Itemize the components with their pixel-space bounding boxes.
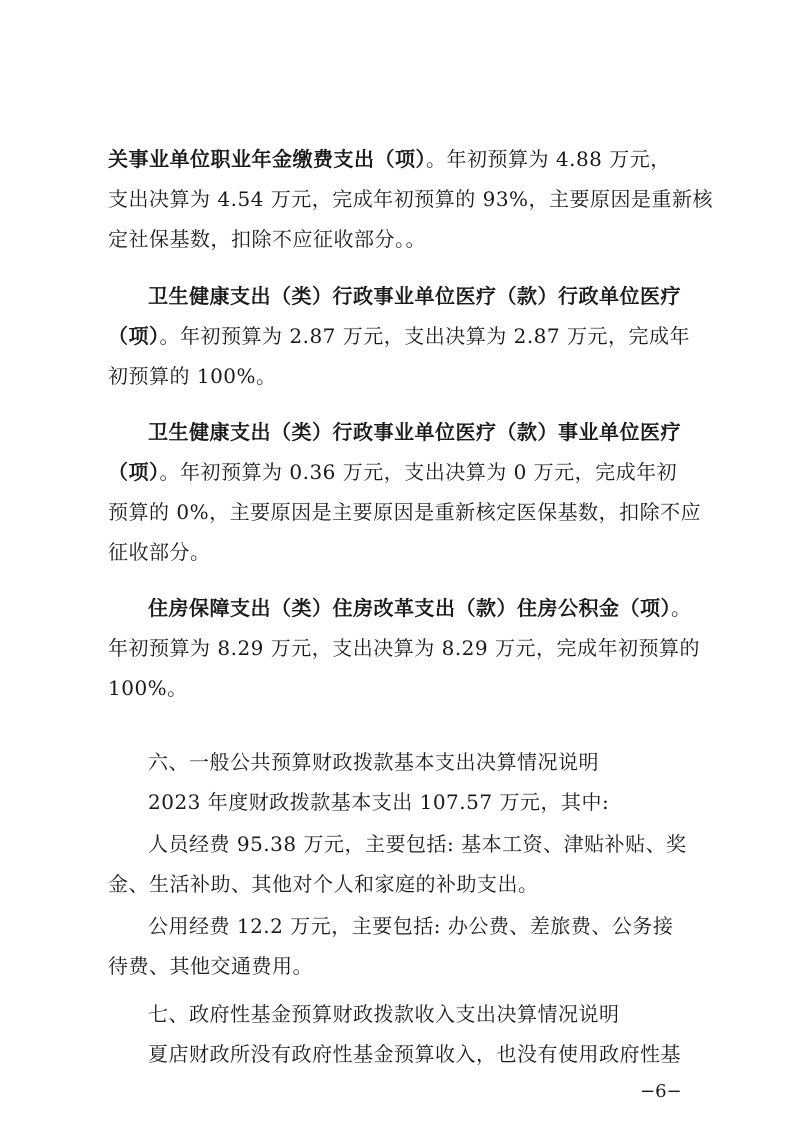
p4-line2: 年初预算为 8.29 万元，支出决算为 8.29 万元，完成年初预算的	[108, 636, 700, 660]
p1-bold-lead: 关事业单位职业年金缴费支出（项）	[108, 147, 426, 171]
p3-line2-bold: （项）	[108, 460, 160, 484]
p4-line1-rest: 。	[671, 596, 692, 620]
p2-line2-rest: 。年初预算为 2.87 万元，支出决算为 2.87 万元，完成年	[159, 324, 690, 348]
p3-line4: 征收部分。	[108, 540, 211, 564]
section7-heading: 七、政府性基金预算财政拨款收入支出决算情况说明	[148, 1002, 620, 1026]
p1-line1	[108, 145, 688, 173]
section6-personnel-line1: 人员经费 95.38 万元，主要包括: 基本工资、津贴补贴、奖	[148, 832, 687, 856]
p3-line3: 预算的 0%，主要原因是主要原因是重新核定医保基数，扣除不应	[108, 500, 702, 524]
p2-line2-bold: （项）	[108, 324, 160, 348]
p1-line3: 定社保基数，扣除不应征收部分。。	[108, 227, 426, 251]
p4-line1-bold: 住房保障支出（类）住房改革支出（款）住房公积金（项）	[148, 596, 671, 620]
p2-line3: 初预算的 100%。	[108, 364, 277, 388]
p4-line1	[148, 594, 692, 622]
p1-line2: 支出决算为 4.54 万元，完成年初预算的 93%，主要原因是重新核	[108, 187, 714, 211]
section6-summary: 2023 年度财政拨款基本支出 107.57 万元，其中:	[148, 790, 610, 814]
section7-line1: 夏店财政所没有政府性基金预算收入，也没有使用政府性基	[148, 1042, 681, 1066]
p2-line2	[108, 322, 688, 350]
section6-public-line1: 公用经费 12.2 万元，主要包括: 办公费、差旅费、公务接	[148, 914, 674, 938]
section6-personnel-line2: 金、生活补助、其他对个人和家庭的补助支出。	[108, 872, 539, 896]
p3-line1: 卫生健康支出（类）行政事业单位医疗（款）事业单位医疗	[148, 420, 681, 444]
p2-line1: 卫生健康支出（类）行政事业单位医疗（款）行政单位医疗	[148, 284, 681, 308]
page-number: −6−	[640, 1081, 682, 1102]
section6-public-line2: 待费、其他交通费用。	[108, 954, 313, 978]
section6-heading: 六、一般公共预算财政拨款基本支出决算情况说明	[148, 750, 599, 774]
p4-line3: 100%。	[108, 676, 188, 700]
p1-line1-rest: 。年初预算为 4.88 万元，	[426, 147, 671, 171]
p3-line2	[108, 458, 688, 486]
p3-line2-rest: 。年初预算为 0.36 万元，支出决算为 0 万元，完成年初	[159, 460, 678, 484]
